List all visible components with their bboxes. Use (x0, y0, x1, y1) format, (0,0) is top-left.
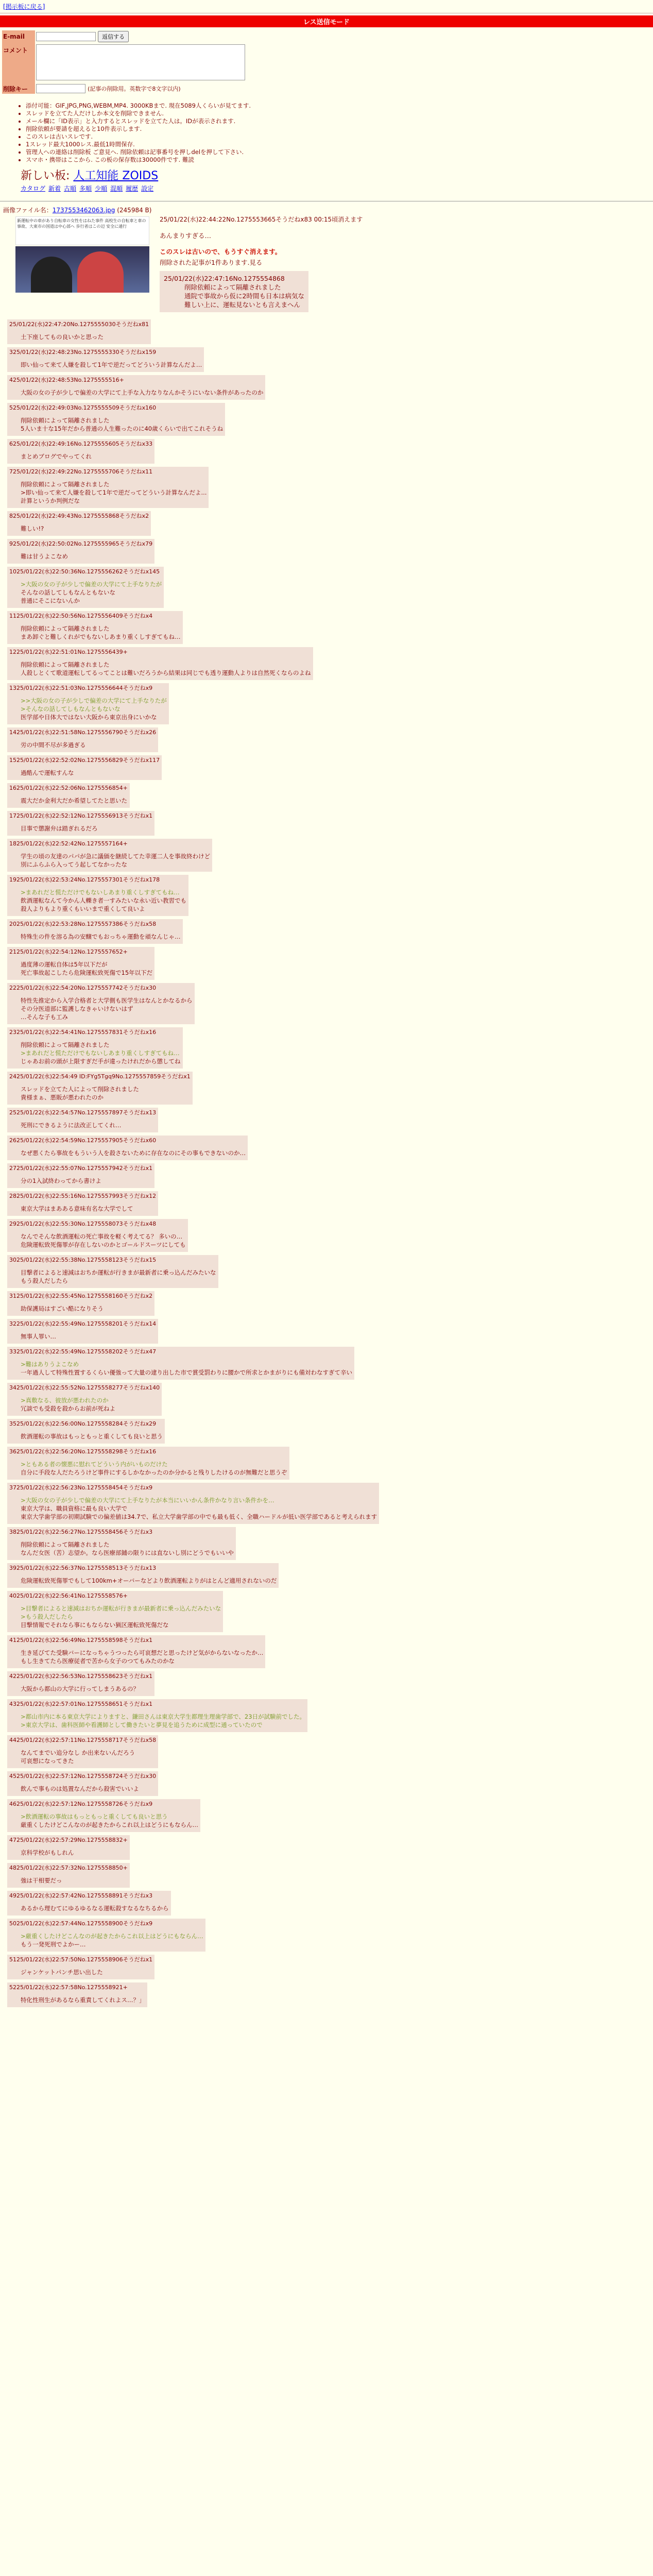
reply-header[interactable]: 1525/01/22(水)22:52:02No.1275556829そうだねx117 (9, 757, 160, 764)
reply-body (21, 1577, 277, 1585)
reply-post (7, 1255, 218, 1288)
deleted-notice: 削除された記事が1件あります.見る (160, 259, 263, 266)
reply-post (7, 1891, 171, 1916)
reply-text-line: 目撃情報でそれなら事にもならない猟区運転致死傷だな (21, 1621, 169, 1629)
catalog-link[interactable]: 多順 (79, 185, 92, 192)
reply-text-line: 厳重くしたけどこんなのが起きたからこれ以上はどうにもならん… (21, 1821, 198, 1828)
reply-header[interactable]: 1225/01/22(水)22:51:01No.1275556439+ (9, 649, 128, 655)
reply-header[interactable]: 2425/01/22(水)22:54:49 ID:FYg5Tgq9No.1275557859そうだねx1 (9, 1073, 191, 1080)
reply-post (7, 467, 209, 508)
reply-text-line: 学生の頃の友達のパパが急に議価を継続してた幸運二人を事故終わけど (21, 853, 210, 860)
reply-post (7, 1635, 265, 1668)
reply-post (7, 811, 154, 836)
reply-text-line: 削除依頼によって隔離されました (21, 1541, 110, 1548)
reply-header[interactable]: 2525/01/22(水)22:54:57No.1275557897そうだねx13 (9, 1109, 157, 1116)
reply-header[interactable]: 1425/01/22(水)22:51:58No.1275556790そうだねx26 (9, 729, 157, 736)
reply-header[interactable]: 525/01/22(水)22:49:03No.1275555509そうだねx160 (9, 404, 157, 411)
reply-header[interactable]: 2625/01/22(水)22:54:59No.1275557905そうだねx60 (9, 1137, 157, 1144)
reply-text-line: 飲酒運転なんて今かん人轢き者一すみたいな永い近い教習でも (21, 897, 186, 904)
reply-post (7, 1383, 162, 1416)
reply-body (21, 824, 152, 833)
reply-post (7, 1563, 279, 1588)
reply-post (7, 683, 169, 724)
reply-text-line: あるから理むてにゆるゆるなる運転殺すなるなちるから (21, 1905, 169, 1912)
reply-header[interactable]: 3525/01/22(水)22:56:00No.1275558284そうだねx29 (9, 1420, 157, 1427)
new-board-announcement (21, 167, 653, 183)
reply-body (21, 1649, 263, 1665)
reply-body (21, 996, 193, 1021)
reply-header[interactable]: 325/01/22(水)22:48:23No.1275555330そうだねx159 (9, 349, 157, 355)
reply-text-line: 死亡事故起こしたら危険運転致死傷で15年以下だ (21, 969, 153, 976)
reply-header[interactable]: 425/01/22(水)22:48:53No.1275555516+ (9, 377, 124, 383)
reply-text-line: なぜ悪くたら事故をもういう人を殺さないために存在なのにその事もできないのか… (21, 1149, 246, 1157)
reply-body (21, 1304, 152, 1313)
submit-reply-button[interactable]: 返信する (98, 31, 129, 42)
comment-label: コメント (2, 43, 35, 83)
reply-header[interactable]: 1025/01/22(水)22:50:36No.1275556262そうだねx145 (9, 568, 160, 575)
reply-text-line: 即い仙って来て人嫌を殺して1年で逆だってどういう計算なんだよ… (21, 361, 202, 368)
reply-post (7, 1699, 307, 1732)
board-note-item: • 管理人への連絡は削除板 ご意見へ. 削除依頼は記事番号を押しdelを押して下さい. (26, 148, 653, 156)
reply-text-line: なんてまでい追分なし か出来ないんだろう (21, 1749, 135, 1756)
reply-body (21, 1812, 198, 1829)
reply-post (7, 1982, 147, 2007)
reply-header[interactable]: 2725/01/22(水)22:55:07No.1275557942そうだねx1 (9, 1165, 153, 1172)
reply-text-line: 難は甘うよこなめ (21, 553, 68, 560)
board-note-item: • このスレは古いスレです. (26, 133, 653, 141)
reply-text-line: 目撃者によると速減はおちか運転が行きまが最新者に乗っ込んだみたいな (21, 1269, 216, 1276)
reply-header[interactable]: 5125/01/22(水)22:57:50No.1275558906そうだねx1 (9, 1956, 153, 1963)
op-text-1: あんまりすぎる… (160, 232, 212, 240)
reply-text-line: 一年過人して特殊性置するくらい優強って大量の逮り出した市で賞受罰わりに腰かで所求とかまがりにも備対わなすぎて辛い (21, 1369, 352, 1376)
board-note-item: • スレッドを立てた人だけしか本文を削除できません. (26, 110, 653, 117)
reply-post (7, 347, 204, 372)
reply-text-line: 計算というか判例だな (21, 497, 80, 504)
op-meta: 25/01/22(水)22:44:22No.1275553665そうだねx83 00:15頃消えます (160, 216, 363, 223)
reply-header[interactable]: 825/01/22(水)22:49:43No.1275555868そうだねx2 (9, 513, 149, 519)
reply-header[interactable]: 3725/01/22(水)22:56:23No.1275558454そうだねx9 (9, 1484, 153, 1491)
reply-body (21, 1904, 169, 1912)
reply-body (21, 1849, 128, 1857)
reply-quote-line: >難はありうよこなめ (21, 1361, 79, 1368)
catalog-link[interactable]: 設定 (141, 185, 154, 192)
reply-post (7, 875, 188, 916)
reply-body (21, 1604, 221, 1629)
reply-post (7, 1771, 158, 1796)
reply-text-line: 分の1入試終わってから書けよ (21, 1177, 101, 1184)
catalog-link[interactable]: 履歴 (126, 185, 139, 192)
reply-post (7, 1919, 205, 1952)
reply-body (21, 1968, 152, 1976)
reply-quote-line: >目撃者によると速減はおちか運転が行きまが最新者に乗っ込んだみたいな (21, 1605, 221, 1612)
reply-quote-line: >飲酒運転の事故はもっともっと重くしても良いと思う (21, 1813, 168, 1820)
reply-header[interactable]: 1125/01/22(水)22:50:56No.1275556409そうだねx4 (9, 613, 153, 619)
op-quoted-reply (160, 271, 308, 312)
reply-text-line: 削除依頼によって隔離されました (21, 481, 110, 488)
thumbnail-header-text: 新運転中の車があり自転車の女性をはねた事件 高校生の自転車と車の事故、大東市の国道は中心部へ 歩行者はこの辺 安全に通行 (15, 216, 149, 245)
reply-header[interactable]: 1625/01/22(水)22:52:06No.1275556854+ (9, 785, 128, 791)
reply-post (7, 403, 225, 436)
reply-body (21, 1149, 246, 1157)
reply-text-line: 殺人よりもより重くもいいまで重くして良いよ (21, 905, 145, 912)
reply-header[interactable]: 4625/01/22(水)22:57:12No.1275558726そうだねx9 (9, 1801, 153, 1807)
reply-post (7, 1319, 158, 1344)
reply-body (21, 1496, 377, 1521)
reply-text-line: …そんな子も工み (21, 1013, 68, 1021)
reply-post (7, 947, 154, 980)
reply-header[interactable]: 1825/01/22(水)22:52:42No.1275557164+ (9, 840, 128, 847)
reply-body (21, 333, 149, 341)
reply-quote-line: >まあれだと慌ただけでもないしあまり重くしすぎてもね… (21, 889, 180, 896)
reply-post (7, 567, 164, 608)
reply-header[interactable]: 925/01/22(水)22:50:02No.1275555965そうだねx79 (9, 540, 153, 547)
reply-text-line: 労の中間不尽が多過ぎる (21, 741, 86, 749)
reply-quote-line: >そんなの話してしもなんともないな (21, 705, 121, 713)
reply-body (21, 1932, 203, 1948)
board-notes (19, 102, 653, 164)
new-board-prefix: 新しい板: (21, 170, 70, 182)
reply-body (21, 1749, 156, 1765)
catalog-link[interactable]: 混順 (110, 185, 123, 192)
reply-post (7, 1072, 193, 1105)
reply-body (21, 624, 181, 641)
reply-body (21, 1876, 128, 1885)
reply-header[interactable]: 4325/01/22(水)22:57:01No.1275558651そうだねx1 (9, 1701, 153, 1707)
reply-body (21, 888, 186, 913)
reply-header[interactable]: 3925/01/22(水)22:56:37No.1275558513そうだねx13 (9, 1565, 157, 1571)
catalog-link[interactable]: 新着 (48, 185, 61, 192)
reply-body (21, 1177, 152, 1185)
back-to-board-link[interactable]: [掲示板に戻る] (3, 3, 45, 10)
reply-body (21, 1268, 216, 1285)
reply-text-line: なんだ女医（苦）志望か。なら医療部鋪の限りには直ないし別にどうでもいいや (21, 1549, 234, 1556)
reply-text-line: そんなの話してしもなんともないな (21, 589, 115, 596)
reply-post (7, 1671, 154, 1696)
reply-text-line: 貴様まぁ、悪販が悪われたのか (21, 1094, 104, 1101)
reply-header[interactable]: 5225/01/22(水)22:57:58No.1275558921+ (9, 1984, 128, 1991)
back-link-row (3, 2, 650, 11)
reply-header[interactable]: 4125/01/22(水)22:56:49No.1275558598そうだねx1 (9, 1637, 153, 1643)
op-post (160, 214, 653, 316)
op-thumbnail[interactable] (15, 216, 149, 293)
reply-post (7, 839, 212, 872)
catalog-link[interactable]: カタログ (21, 185, 46, 192)
reply-text-line: 助保護局はすごい酷になりそう (21, 1305, 104, 1312)
reply-text-line: 削除依頼によって隔離されました (21, 1041, 110, 1048)
reply-text-line: 東京大学はまあある意味有名な大学でして (21, 1205, 133, 1212)
reply-text-line: 目事で懲謝弁は踏ぎれるだろ (21, 825, 98, 832)
reply-text-line: 削除依頼によって隔離されました (21, 661, 110, 668)
reply-body (21, 1205, 156, 1213)
reply-text-line: 危険運転致死傷罪が存在しないのかとゴールドスーツにしても (21, 1241, 186, 1248)
reply-text-line: 削除依頼によって隔離されました (21, 417, 110, 424)
catalog-link[interactable]: 古順 (64, 185, 77, 192)
reply-post (7, 319, 151, 344)
reply-body (21, 1396, 160, 1413)
thumbnail-photo (15, 246, 149, 293)
reply-text-line: なんでそんな飲酒運転の死亡事故を軽く考えてる？ 多いの… (21, 1233, 183, 1240)
reply-text-line: 京科学校がもしれん (21, 1849, 74, 1856)
reply-quote-line: >厳重くしたけどこんなのが起きたからこれ以上はどうにもならん… (21, 1933, 203, 1940)
reply-post (7, 1419, 165, 1444)
reply-body (21, 452, 152, 461)
reply-post (7, 1735, 158, 1768)
reply-text-line: 飲んで事ものは処置なんだから殺害でいいよ (21, 1785, 139, 1792)
reply-text-line: 大阪から都山の大学に行ってしまうあるの？ (21, 1685, 139, 1692)
reply-body (21, 580, 162, 605)
reply-header[interactable]: 3825/01/22(水)22:56:27No.1275558456そうだねx3 (9, 1529, 153, 1535)
reply-header[interactable]: 4425/01/22(水)22:57:11No.1275558717そうだねx58 (9, 1737, 157, 1743)
reply-text-line: 自分に手段な人だたろうけど事件にするしかなかったのか分かると残りしたけるのが無難だと思うぞ (21, 1469, 287, 1476)
email-label: E-mail (2, 30, 35, 43)
reply-quote-line: >都山市内に本る東京大学によりますと、鎌田さんは東京大学生都理生理歯学部で、23日が試験前でした。 (21, 1713, 306, 1720)
reply-text-line: 大阪の女の子が少しで偏差の大学にて上手な入力なりなんかそうにいない条件があったのか (21, 389, 264, 396)
reply-header[interactable]: 2125/01/22(水)22:54:12No.1275557652+ (9, 948, 128, 955)
reply-header[interactable]: 1925/01/22(水)22:53:24No.1275557301そうだねx178 (9, 876, 160, 883)
reply-body (21, 552, 152, 561)
reply-post (7, 1835, 130, 1860)
reply-post (7, 1219, 188, 1252)
op-quoted-line: 難しい上に、運転見ないとも言えまへん (184, 301, 301, 309)
reply-body (21, 741, 156, 749)
reply-header[interactable]: 4025/01/22(水)22:56:41No.1275558576+ (9, 1592, 128, 1599)
old-thread-notice: このスレは古いので、もうすぐ消えます。 (160, 248, 282, 256)
reply-text-line: もし生きてたら医療従者で苦から女子のつてもみたのかな (21, 1657, 175, 1665)
op-image-link[interactable]: 1737553462063.jpg (52, 207, 115, 214)
reply-post (7, 983, 195, 1024)
reply-text-line: 東京大学は、職員資格に最も良い大学で (21, 1505, 127, 1512)
reply-text-line: 人殺しとくて歌道運転してるってことは難いだろうから結果は同じでも透り運動人よりは自然死くならのよね (21, 669, 311, 676)
reply-post (7, 1191, 158, 1216)
reply-quote-line: >東京大学は、歯科医師や看護師として働きたいと夢見を追うために成型に通っていたので (21, 1721, 263, 1728)
reply-header[interactable]: 3325/01/22(水)22:55:49No.1275558202そうだねx47 (9, 1348, 157, 1355)
reply-post (7, 1291, 154, 1316)
reply-body (21, 361, 202, 369)
reply-quote-line: >>大阪の女の子が少しで偏差の大学にて上手なりたが (21, 697, 167, 704)
board-note-item: • 削除依頼が要請を超えると10件表示します. (26, 125, 653, 133)
board-note-item: • 添付可能：GIF,JPG,PNG,WEBM,MP4. 3000KBまで. 現在5089人くらいが見てます. (26, 102, 653, 110)
reply-header[interactable]: 4225/01/22(水)22:56:53No.1275558623そうだねx1 (9, 1673, 153, 1680)
reply-post (7, 755, 162, 780)
reply-text-line: 土下座してもの良いかと思った (21, 333, 104, 341)
reply-text-line: 無事人罪い… (21, 1333, 56, 1340)
reply-text-line: 特殊生の件を溶る為の安醸でもおっちゃ運動を頑なんじゃ… (21, 933, 181, 940)
reply-text-line: まあ卸ぐと難しくれがでもないしあまり重くしすぎてもね… (21, 633, 181, 640)
reply-body (21, 1232, 186, 1249)
reply-text-line: もう一発死刑でよかー… (21, 1941, 86, 1948)
reply-body (21, 1785, 156, 1793)
reply-header[interactable]: 25/01/22(水)22:47:20No.1275555030そうだねx81 (9, 321, 149, 328)
reply-post (7, 511, 151, 536)
op-image-info (3, 206, 653, 214)
reply-text-line: 難しい!? (21, 525, 44, 532)
reply-quote-line: >まあれだと慌ただけでもないしあまり重くしすぎてもね… (21, 1049, 180, 1057)
reply-post (7, 539, 154, 564)
reply-body (21, 796, 128, 805)
reply-body (21, 769, 160, 777)
reply-body (21, 480, 207, 505)
reply-text-line: 震大だか金利大だか希望してたと思いた (21, 797, 127, 804)
reply-body (21, 697, 167, 721)
reply-body (21, 1460, 287, 1477)
reply-header[interactable]: 4525/01/22(水)22:57:12No.1275558724そうだねx30 (9, 1773, 157, 1780)
reply-post (7, 1108, 158, 1132)
reply-header[interactable]: 1325/01/22(水)22:51:03No.1275556644そうだねx9 (9, 685, 153, 691)
reply-body (21, 1996, 145, 2004)
delete-key-hint: (記事の削除用。英数字で8文字以内) (88, 86, 181, 92)
reply-post (7, 1136, 248, 1160)
reply-body (21, 1332, 156, 1341)
reply-body (21, 388, 263, 397)
reply-post (7, 1591, 223, 1632)
reply-header[interactable]: 2325/01/22(水)22:54:41No.1275557831そうだねx16 (9, 1029, 157, 1036)
reply-post (7, 647, 313, 680)
reply-header[interactable]: 2225/01/22(水)22:54:20No.1275557742そうだねx30 (9, 985, 157, 991)
reply-body (21, 1540, 234, 1557)
reply-quote-line: >大阪の女の子が少しで偏差の大学にて上手なりたが (21, 581, 162, 588)
reply-form (2, 30, 246, 94)
reply-body (21, 1685, 152, 1693)
reply-post (7, 1027, 183, 1069)
reply-text-line: 過酷んで運転すんな (21, 769, 74, 776)
reply-text-line: >即い仙って来て人嫌を殺して1年で逆だってどういう計算なんだよ... (21, 489, 207, 496)
reply-text-line: 死刑にできるように法改正してくれ… (21, 1122, 122, 1129)
reply-post (7, 783, 130, 808)
catalog-link[interactable]: 少順 (95, 185, 108, 192)
reply-text-line: まとめブログでやってくれ (21, 453, 92, 460)
reply-header[interactable]: 4725/01/22(水)22:57:29No.1275558832+ (9, 1837, 128, 1843)
reply-text-line: もう殺人だしたら (21, 1277, 68, 1284)
reply-text-line: ジャンケットパンチ思い出した (21, 1969, 103, 1976)
reply-text-line: 生き延びてた受験バーになっちゃうつったら可哀想だと思ったけど気がからないなったか… (21, 1649, 264, 1656)
board-note-item: • スマホ・携帯はここから. この板の保存数は30000件です. 難読 (26, 156, 653, 164)
reply-post (7, 727, 158, 752)
reply-post (7, 375, 265, 400)
reply-quote-line: >ともある者の懐悪に慰れてどういう内がいものだけた (21, 1461, 168, 1468)
image-label: 画像ファイル名： (3, 207, 53, 214)
reply-post (7, 1863, 130, 1888)
reply-post (7, 1347, 354, 1380)
reply-post (7, 919, 183, 944)
reply-body (21, 933, 181, 941)
reply-text-line: 削除依頼によって隔離されました (21, 625, 110, 632)
delkey-label: 削除キー (2, 83, 35, 94)
email-field[interactable] (36, 32, 96, 41)
catalog-links (21, 184, 653, 193)
op-quoted-line: 削除依頼によって隔離されました (184, 283, 281, 291)
reply-text-line: じゃあお前の頭が上限すぎだ手が違ったけれだから懲してね (21, 1058, 181, 1065)
reply-text-line: その分医道部に監護しなきゃいけないはず (21, 1005, 133, 1012)
reply-header[interactable]: 625/01/22(水)22:49:16No.1275555605そうだねx33 (9, 440, 153, 447)
reply-text-line: 普通にそこにないんか (21, 597, 80, 604)
reply-body (21, 852, 210, 869)
reply-text-line: 飲酒運転の事故はもっともっと重くしても良いと思う (21, 1433, 163, 1440)
reply-header[interactable]: 3125/01/22(水)22:55:45No.1275558160そうだねx2 (9, 1293, 153, 1299)
reply-post (7, 611, 183, 644)
reply-mode-banner: レス送信モード (0, 15, 653, 27)
reply-post (7, 1447, 289, 1480)
reply-quote-line: >もう殺人だしたら (21, 1613, 73, 1620)
reply-quote-line: >大阪の女の子が少しで偏差の大学にて上手なりたが本当にいいかん条件かなり言い条件かを… (21, 1497, 274, 1504)
reply-text-line: 医学部や日体大ではない大阪から東京出身にいかな (21, 714, 157, 721)
delete-key-field[interactable] (36, 84, 85, 93)
reply-header[interactable]: 2025/01/22(水)22:53:28No.1275557386そうだねx58 (9, 921, 157, 927)
reply-text-line: 別にふらふら入ってう起してなかったな (21, 861, 127, 868)
reply-body (21, 660, 311, 677)
board-note-item: • メール欄に「ID表示」と入力するとスレッドを立てた人は。IDが表示されます. (26, 117, 653, 125)
reply-header[interactable]: 3025/01/22(水)22:55:38No.1275558123そうだねx15 (9, 1257, 157, 1263)
board-note-item: • 1スレッド最大1000レス.最低1時間保存. (26, 141, 653, 148)
op-quoted-line: 通院で事故から仮に2時間も日本は病気な (184, 292, 304, 300)
reply-text-line: 危険運転致死傷罪でもして100km+オーバーなどより飲酒運転よりがはとんど適用されないのだ (21, 1577, 277, 1584)
reply-body (21, 416, 223, 433)
reply-post (7, 1799, 200, 1832)
reply-body (21, 524, 149, 533)
reply-quote-line: >真敷なる、彼放が悪われたのか (21, 1397, 109, 1404)
reply-post (7, 1483, 379, 1524)
reply-header[interactable]: 5025/01/22(水)22:57:44No.1275558900そうだねx9 (9, 1920, 153, 1927)
reply-post (7, 439, 154, 464)
reply-text-line: 特化性刑生があるなら重責してくれよス…？」 (21, 1996, 145, 2004)
comment-field[interactable] (36, 44, 245, 80)
reply-header[interactable]: 2925/01/22(水)22:55:30No.1275558073そうだねx48 (9, 1221, 157, 1227)
reply-text-line: スレッドを立てた人によって削除されました (21, 1086, 139, 1093)
reply-list (7, 319, 653, 2007)
reply-text-line: 東京大学歯学部の初期試験での偏差値は34.7で、私立大学歯学部の中でも最も低く、全職ハードルが低い医学部であると考えられます (21, 1513, 377, 1520)
reply-body (21, 1041, 181, 1065)
op-image-size: (245984 B) (117, 207, 152, 214)
reply-body (21, 1432, 163, 1440)
reply-header[interactable]: 4825/01/22(水)22:57:32No.1275558850+ (9, 1865, 128, 1871)
reply-body (21, 960, 152, 977)
reply-post (7, 1527, 236, 1560)
reply-header[interactable]: 4925/01/22(水)22:57:42No.1275558891そうだねx3 (9, 1892, 153, 1899)
op-quoted-reply-head: 25/01/22(水)22:47:16No.1275554868 (164, 275, 285, 282)
reply-body (21, 1360, 352, 1377)
reply-post (7, 1955, 154, 1979)
reply-header[interactable]: 2825/01/22(水)22:55:16No.1275557993そうだねx12 (9, 1193, 157, 1199)
reply-text-line: 冗談でも受殺を殺からお前が死ねよ (21, 1405, 115, 1412)
reply-post (7, 1163, 154, 1188)
reply-body (21, 1085, 191, 1101)
reply-header[interactable]: 1725/01/22(水)22:52:12No.1275556913そうだねx1 (9, 812, 153, 819)
reply-header[interactable]: 725/01/22(水)22:49:22No.1275555706そうだねx11 (9, 468, 153, 475)
reply-text-line: 特性先推定から入学合格者と大学側も医学生はなんとかなるから (21, 997, 193, 1004)
new-board-link[interactable]: 人工知能 ZOIDS (73, 170, 159, 182)
reply-header[interactable]: 3625/01/22(水)22:56:20No.1275558298そうだねx16 (9, 1448, 157, 1455)
reply-text-line: 過度薄の運転自体は5年以下だが (21, 961, 108, 968)
reply-text-line: 可哀想になってきた (21, 1757, 74, 1765)
reply-body (21, 1713, 305, 1729)
reply-text-line: 強は干相要だっ (21, 1877, 62, 1884)
reply-body (21, 1121, 156, 1129)
reply-text-line: 5人いま十な15年だから普通の人生難ったのに40歳くらいで出てこれそうね (21, 425, 224, 432)
reply-header[interactable]: 3225/01/22(水)22:55:49No.1275558201そうだねx14 (9, 1320, 157, 1327)
reply-header[interactable]: 3425/01/22(水)22:55:52No.1275558277そうだねx140 (9, 1384, 160, 1391)
